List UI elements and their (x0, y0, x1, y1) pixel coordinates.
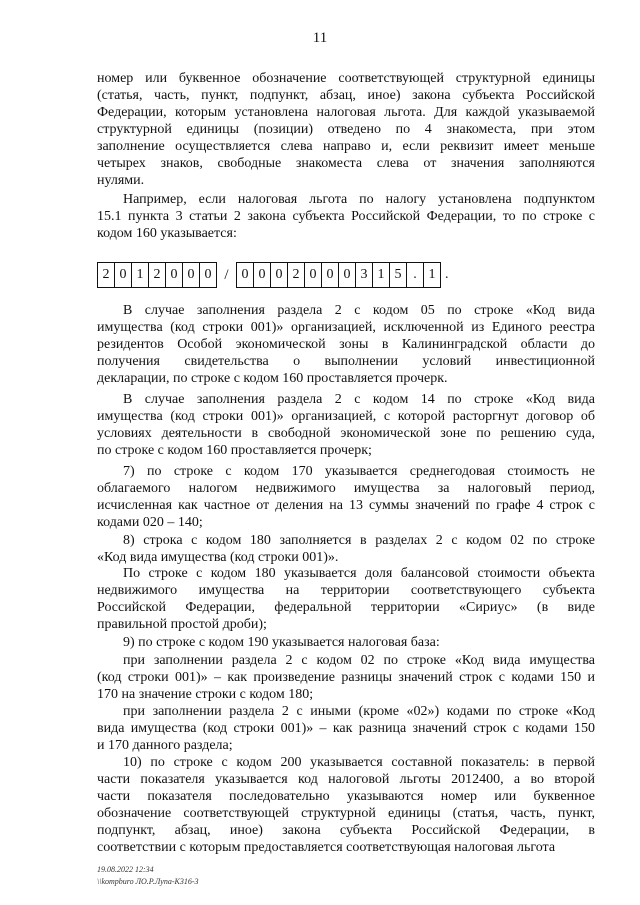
code-cell: 2 (97, 262, 115, 288)
text-line: условиях деятельности в свободной экономической зоне по решению суда, (97, 426, 595, 441)
text-line: Например, если налоговая льгота по налогу установлена подпунктом (123, 192, 595, 207)
code-part-1 (97, 262, 217, 288)
text-line: 10) по строке с кодом 200 указывается составной показатель: в первой (123, 755, 595, 770)
code-cell: 0 (270, 262, 288, 288)
code-cell: 0 (114, 262, 132, 288)
code-cell: 0 (253, 262, 271, 288)
paragraph-3 (97, 302, 595, 387)
text-line: обозначение соответствующей структурной единицы (статья, часть, пункт, (97, 806, 595, 821)
text-line: заполнение осуществляется слева направо и, если реквизит имеет меньше (97, 139, 595, 154)
paragraph-2 (97, 191, 595, 242)
code-part-2 (236, 262, 441, 288)
code-cell: 5 (389, 262, 407, 288)
paragraph-9 (97, 652, 595, 703)
text-line: вида имущества (код строки 001)» – как разница значений строк с кодами 150 (97, 721, 595, 736)
code-cell: 0 (165, 262, 183, 288)
text-line: резидентов Особой экономической зоны в Калининградской области до (97, 337, 595, 352)
text-line: В случае заполнения раздела 2 с кодом 05 по строке «Код вида (123, 303, 595, 318)
text-line: Российской Федерации, федеральной территории «Сириус» (в виде (97, 600, 595, 615)
text-line: правильной простой дроби); (97, 617, 267, 632)
text-line: четырех знаков, свободные знакоместа слева от значения заполняются (97, 156, 595, 171)
text-line: 7) по строке с кодом 170 указывается среднегодовая стоимость не (123, 464, 595, 479)
text-line: 170 на значение строки с кодом 180; (97, 687, 314, 702)
code-cell: 1 (131, 262, 149, 288)
text-line: соответствии с которым предоставляется соответствующая налоговая льгота (97, 840, 556, 855)
text-line: облагаемого налогом недвижимого имущества за налоговый период, (97, 481, 595, 496)
text-line: части показателя указывается код налоговой льготы 2012400, а во второй (97, 772, 595, 787)
page-number: 11 (312, 30, 328, 46)
code-cell: 0 (304, 262, 322, 288)
code-cell: 2 (148, 262, 166, 288)
code-cell: 3 (355, 262, 373, 288)
tax-benefit-code-example (97, 262, 449, 288)
paragraph-1 (97, 70, 595, 189)
text-line: 8) строка с кодом 180 заполняется в разделах 2 с кодом 02 по строке (123, 533, 595, 548)
code-cell: 0 (199, 262, 217, 288)
paragraph-7 (97, 565, 595, 633)
paragraph-6 (97, 532, 595, 566)
text-line: декларации, по строке с кодом 160 проставляется прочерк. (97, 371, 448, 386)
text-line: 15.1 пункта 3 статьи 2 закона субъекта Российской Федерации, то по строке с (97, 209, 595, 224)
code-cell: . (406, 262, 424, 288)
text-line: исчисленная как частное от деления на 13 суммы значений по графе 4 строк с (97, 498, 595, 513)
code-separator: / (224, 266, 229, 283)
code-cell: 0 (182, 262, 200, 288)
text-line: В случае заполнения раздела 2 с кодом 14 по строке «Код вида (123, 392, 595, 407)
code-cell: 0 (321, 262, 339, 288)
code-cell: 0 (338, 262, 356, 288)
code-cell: 0 (236, 262, 254, 288)
paragraph-8 (97, 634, 595, 651)
text-line: и 170 данного раздела; (97, 738, 233, 753)
text-line: получения свидетельства о выполнении условий инвестиционной (97, 354, 595, 369)
footer-date: 19.08.2022 12:34 (97, 865, 154, 874)
paragraph-10 (97, 703, 595, 754)
code-cell: 1 (423, 262, 441, 288)
code-cell: 1 (372, 262, 390, 288)
text-line: Федерации, которым установлена налоговая льгота. Для каждой указываемой (97, 105, 595, 120)
text-line: по строке с кодом 160 проставляется прочерк; (97, 443, 372, 458)
paragraph-4 (97, 391, 595, 459)
code-end-dot: . (445, 267, 449, 282)
text-line: при заполнении раздела 2 с иными (кроме «02») кодами по строке «Код (123, 704, 595, 719)
text-line: «Код вида имущества (код строки 001)». (97, 550, 339, 565)
text-line: (код строки 001)» – как произведение разницы значений строк с кодами 150 и (97, 670, 595, 685)
paragraph-11 (97, 754, 595, 856)
text-line: кодом 160 указывается: (97, 226, 237, 241)
text-line: недвижимого имущества на территории соответствующего субъекта (97, 583, 595, 598)
text-line: (статья, часть, пункт, подпункт, абзац, иное) закона субъекта Российской (97, 88, 595, 103)
text-line: 9) по строке с кодом 190 указывается налоговая база: (123, 635, 440, 650)
text-line: нулями. (97, 173, 145, 188)
text-line: имущества (код строки 001)» организацией, исключенной из Единого реестра (97, 320, 595, 335)
text-line: По строке с кодом 180 указывается доля балансовой стоимости объекта (123, 566, 595, 581)
text-line: части показателя последовательно указываются номер или буквенное (97, 789, 595, 804)
code-cell: 2 (287, 262, 305, 288)
text-line: при заполнении раздела 2 с кодом 02 по строке «Код вида имущества (123, 653, 595, 668)
paragraph-5 (97, 463, 595, 531)
text-line: структурной единицы (позиции) отведено по 4 знакоместа, при этом (97, 122, 595, 137)
text-line: имущества (код строки 001)» организацией, с которой расторгнут договор об (97, 409, 595, 424)
footer-file: \\kompburo ЛО.Р.Лупа-К316-3 (97, 877, 199, 886)
text-line: кодами 020 – 140; (97, 515, 203, 530)
text-line: подпункт, абзац, иное) закона субъекта Российской Федерации, в (97, 823, 595, 838)
text-line: номер или буквенное обозначение соответствующей структурной единицы (97, 71, 595, 86)
